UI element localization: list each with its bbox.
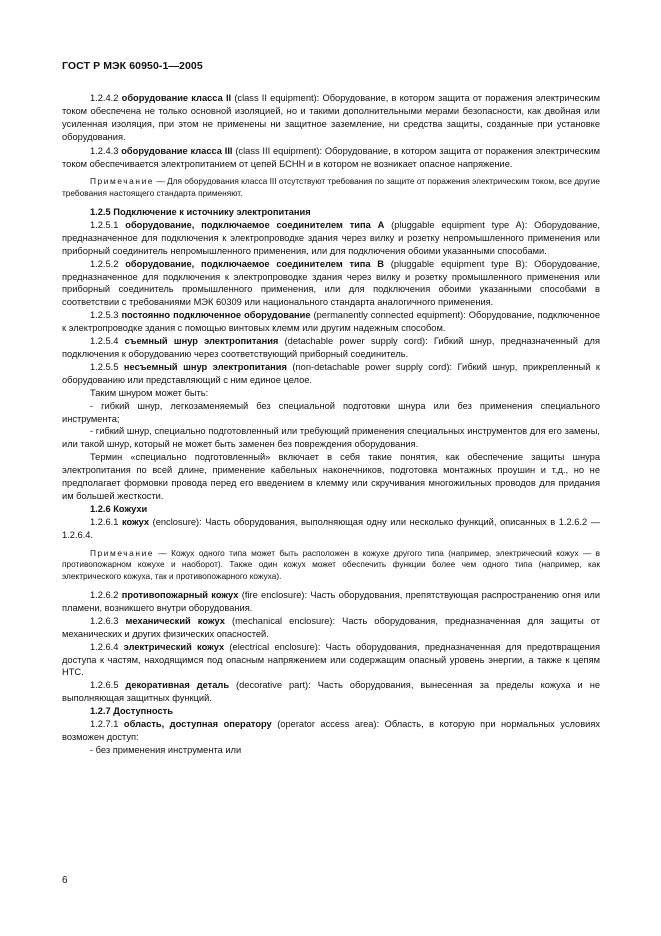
term: оборудование, подключаемое соединителем типа В — [125, 258, 385, 269]
paragraph: Таким шнуром может быть: — [90, 387, 209, 398]
term: оборудование класса III — [121, 145, 233, 156]
clause-1-2-4-3: 1.2.4.3 оборудование класса III (class III equipment): Оборудование, в котором защита от поражения электрическим током обеспечивается электропитанием от цепей БСНН и в котором не возникает опасное напряжение. — [62, 145, 601, 169]
term: оборудование класса II — [121, 93, 232, 103]
clause-1-2-5-2: 1.2.5.2 оборудование, подключаемое соединителем типа В (pluggable equipment type B): Оборудование, предназначенное для подключения к электропроводке здания через вилку и розетку промышленного применения или приборный соединитель промышленного применения, или для подключения обоими указанными способами в соответствии с требованиями МЭК 60309 или национального стандарта аналогичного применения. — [62, 258, 600, 308]
term: противопожарный кожух — [121, 589, 239, 600]
section-heading-1-2-7: 1.2.7 Доступность — [90, 706, 173, 717]
note-enclosures: Примечание — Кожух одного типа может быть расположен в кожухе другого типа (например, электрический кожух — в противопожарном кожухе и наоборот). Также один кожух может обеспечить функции более чем одного типа (например, как электрического кожуха, так и противопожарного кожуха). — [62, 547, 600, 582]
list-item: - без применения инструмента или — [90, 744, 242, 755]
term: механический кожух — [125, 615, 225, 626]
term: несъемный шнур электропитания — [123, 361, 287, 372]
clause-1-2-5-1: 1.2.5.1 оборудование, подключаемое соединителем типа А (pluggable equipment type A): Оборудование, предназначенное для подключения к электропроводке здания через вилку и розетку непромышленного применения или приборный соединитель непромышленного применения, или для подключения обоими указанными способами. — [62, 219, 600, 256]
page-body — [62, 92, 600, 757]
term: электрический кожух — [123, 641, 225, 652]
clause-1-2-6-5: 1.2.6.5 декоративная деталь (decorative part): Часть оборудования, вынесенная за пределы кожуха и не выполняющая защитных функций. — [62, 680, 600, 704]
list-item: - гибкий шнур, легкозаменяемый без специальной подготовки шнура или без применения специального инструмента; — [62, 400, 600, 424]
note-class-iii: Примечание — Для оборудования класса III отсутствуют требования по защите от поражения электрическим током, все другие требования настоящего стандарта применяют. — [62, 176, 600, 199]
term: область, доступная оператору — [123, 719, 272, 730]
term: постоянно подключенное оборудование — [121, 310, 311, 321]
clause-1-2-6-3: 1.2.6.3 механический кожух (mechanical enclosure): Часть оборудования, предназначенная для защиты от механических и других физических опасностей. — [62, 615, 601, 639]
section-heading-1-2-5: 1.2.5 Подключение к источнику электропитания — [90, 207, 311, 218]
clause-1-2-5-3: 1.2.5.3 постоянно подключенное оборудование (permanently connected equipment): Оборудование, подключенное к электропроводке здания с помощью винтовых клемм или другим надежным способом. — [62, 310, 601, 334]
term: декоративная деталь — [125, 680, 230, 691]
clause-1-2-5-4: 1.2.5.4 съемный шнур электропитания (detachable power supply cord): Гибкий шнур, предназначенный для подключения к оборудованию через соответствующий приборный соединитель. — [62, 336, 600, 359]
clause-1-2-6-2: 1.2.6.2 противопожарный кожух (fire enclosure): Часть оборудования, препятствующая распространению огня или пламени, возникшего внутри оборудования. — [62, 589, 601, 613]
page-number: 6 — [62, 875, 68, 886]
term: съемный шнур электропитания — [124, 336, 279, 347]
term: кожух — [121, 516, 150, 527]
section-heading-1-2-6: 1.2.6 Кожухи — [90, 503, 148, 514]
term: оборудование, подключаемое соединителем типа А — [125, 219, 385, 230]
paragraph: Термин «специально подготовленный» включает в себя такие понятия, как обеспечение защиты шнура электропитания по всей длине, применение кабельных наконечников, подготовка монтажных проушин и т.д., но не предполагает формовки провода перед его введением в клемму или скручивания многожильных проводов для придания им большей жесткости. — [62, 452, 600, 501]
clause-1-2-6-4: 1.2.6.4 электрический кожух (electrical enclosure): Часть оборудования, предназначенная для предотвращения доступа к частям, находящимся под опасным напряжением или содержащим опасный уровень энергии, а также к цепям НТС. — [62, 641, 601, 678]
document-header: ГОСТ Р МЭК 60950-1—2005 — [62, 60, 203, 72]
clause-1-2-6-1: 1.2.6.1 кожух (enclosure): Часть оборудования, выполняющая одну или несколько функций, описанных в 1.2.6.2 — 1.2.6.4. — [62, 516, 600, 540]
list-item: - гибкий шнур, специально подготовленный или требующий применения специальных инструментов для его замены, или такой шнур, который не может быть заменен без повреждения оборудования. — [62, 426, 600, 450]
clause-1-2-7-1: 1.2.7.1 область, доступная оператору (operator access area): Область, в которую при нормальных условиях возможен доступ: — [62, 719, 601, 742]
clause-1-2-4-2: 1.2.4.2 оборудование класса II (class II equipment): Оборудование, в котором защита от поражения электрическим током обеспечена не только основной изоляцией, но и такими дополнительными мерами безопасности, как двойная или усиленная изоляция, при этом не применены ни защитное заземление, ни средства защиты, созданные при установке оборудования. — [62, 93, 600, 142]
clause-1-2-5-5: 1.2.5.5 несъемный шнур электропитания (non-detachable power supply cord): Гибкий шнур, прикрепленный к оборудованию или представляющий с ним единое целое. — [62, 361, 600, 385]
